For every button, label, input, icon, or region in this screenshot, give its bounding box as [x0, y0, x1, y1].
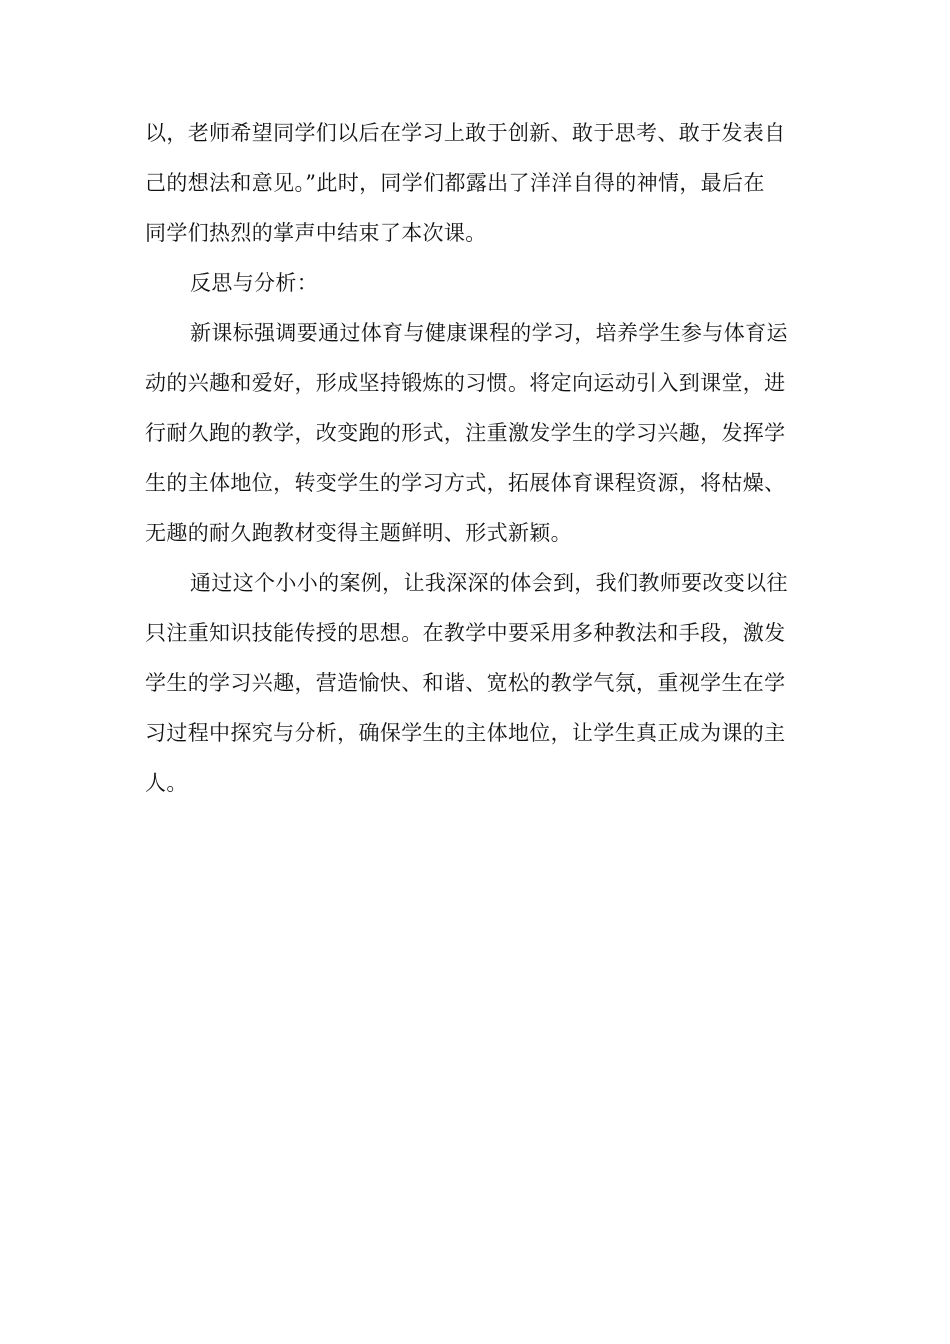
paragraph-line: 己的想法和意见。”此时，同学们都露出了洋洋自得的神情，最后在: [145, 171, 765, 195]
paragraph-line: 无趣的耐久跑教材变得主题鲜明、形式新颖。: [145, 521, 572, 545]
paragraph-line: 生的主体地位，转变学生的学习方式，拓展体育课程资源，将枯燥、: [145, 471, 786, 495]
paragraph-line: 同学们热烈的掌声中结束了本次课。: [145, 221, 487, 245]
paragraph-line: 行耐久跑的教学，改变跑的形式，注重激发学生的学习兴趣，发挥学: [145, 421, 786, 445]
paragraph-line: 人。: [145, 771, 188, 795]
section-heading: 反思与分析：: [190, 271, 319, 295]
paragraph-line: 动的兴趣和爱好，形成坚持锻炼的习惯。将定向运动引入到课堂，进: [145, 371, 786, 395]
paragraph-line: 通过这个小小的案例，让我深深的体会到，我们教师要改变以往: [190, 571, 788, 595]
paragraph-line: 以，老师希望同学们以后在学习上敢于创新、敢于思考、敢于发表自: [145, 121, 786, 145]
paragraph-line: 习过程中探究与分析，确保学生的主体地位，让学生真正成为课的主: [145, 721, 786, 745]
paragraph-line: 只注重知识技能传授的思想。在教学中要采用多种教法和手段，激发: [145, 621, 786, 645]
paragraph-line: 新课标强调要通过体育与健康课程的学习，培养学生参与体育运: [190, 321, 788, 345]
paragraph-line: 学生的学习兴趣，营造愉快、和谐、宽松的教学气氛，重视学生在学: [145, 671, 786, 695]
